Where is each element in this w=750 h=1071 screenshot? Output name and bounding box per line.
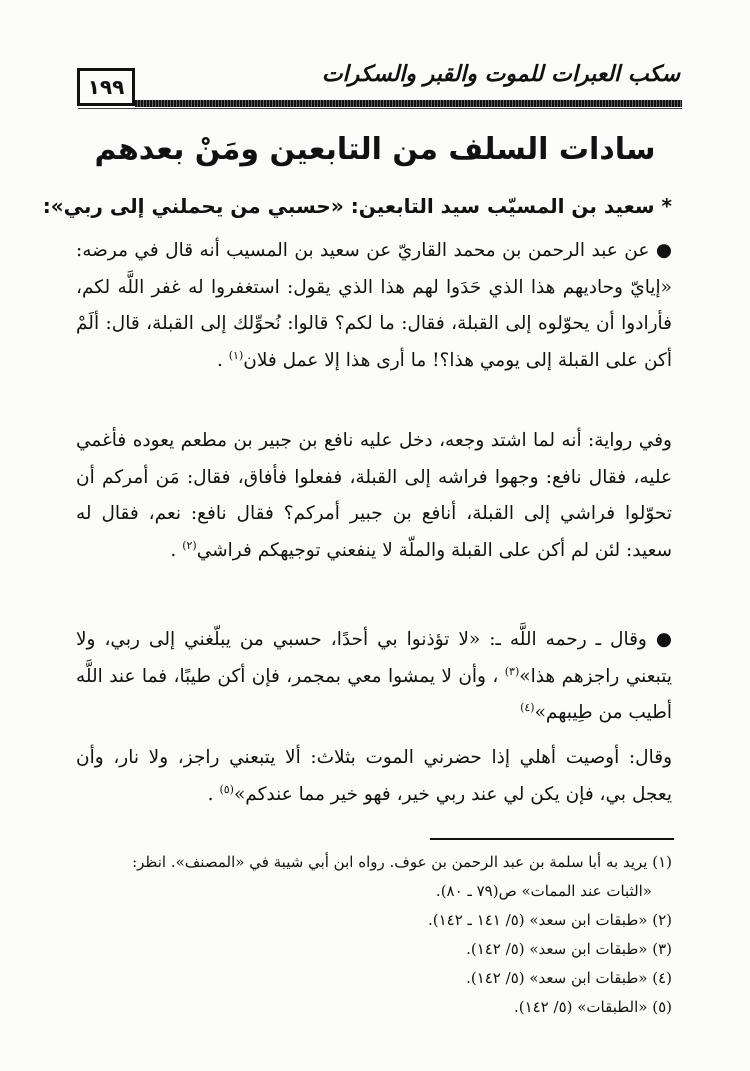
subsection-heading: * سعيد بن المسيّب سيد التابعين: «حسبي من يحملني إلى ربي»: <box>42 194 672 218</box>
end-dot: . <box>207 783 214 805</box>
running-header-title: سكب العبرات للموت والقبر والسكرات <box>321 62 680 87</box>
footnote-item: (٢) «طبقات ابن سعد» (٥/ ١٤١ ـ ١٤٢). <box>427 911 672 929</box>
paragraph-text-continued: ، وأن لا يمشوا معي بمجمر، فإن أكن طيبًا، فما عند اللَّه أطيب من طِيبهم» <box>76 665 672 723</box>
footnote-ref: (٤) <box>520 700 535 714</box>
footnote-item: (٤) «طبقات ابن سعد» (٥/ ١٤٢). <box>466 969 672 987</box>
paragraph <box>76 233 672 379</box>
page-number: ١٩٩ <box>87 75 125 99</box>
footnote-ref: (٢) <box>182 538 197 552</box>
footnote-ref: (٥) <box>219 782 234 796</box>
paragraph <box>76 622 672 732</box>
paragraph-text: وقال: أوصيت أهلي إذا حضرني الموت بثلاث: ألا يتبعني راجز، ولا نار، وأن يعجل بي، فإن يكن لي عند ربي خير، فهو خير مما عندكم» <box>76 747 672 805</box>
paragraph-text: ● عن عبد الرحمن بن محمد القاريّ عن سعيد بن المسيب أنه قال في مرضه: «إيايّ وحاديهم هذا الذي حَدَوا لهم هذا الذي يقول: استغفروا له غفر اللَّه لكم، فأرادوا أن يحوّلوه إلى القبلة، فقال: ما لكم؟ قالوا: نُحوِّلك إلى القبلة، قال: ألَمْ أكن على القبلة إلى يومي هذا؟! ما أرى هذا إلا عمل فلان <box>76 240 672 371</box>
footnote-item: (١) يريد به أبا سلمة بن عبد الرحمن بن عوف. رواه ابن أبي شيبة في «المصنف». انظر: <box>132 853 672 871</box>
footnote-item: (٥) «الطبقات» (٥/ ١٤٢). <box>513 998 672 1016</box>
paragraph-text: وفي رواية: أنه لما اشتد وجعه، دخل عليه نافع بن جبير بن مطعم يعوده فأغمي عليه، فقال نافع: وجهوا فراشه إلى القبلة، ففعلوا فأفاق، فقال: مَن أمركم أن تحوّلوا فراشي إلى القبلة، أنافع بن جبير أمركم؟ فقال نافع: نعم، فقال له سعيد: لئن لم أكن على القبلة والملّة لا ينفعني توجيهكم فراشي <box>76 430 672 561</box>
footnote-item: (٣) «طبقات ابن سعد» (٥/ ١٤٢). <box>466 940 672 958</box>
footnote-ref: (٣) <box>504 664 520 678</box>
header-rule-thin <box>78 108 682 109</box>
page-number-box <box>77 68 135 106</box>
header-rule <box>135 100 682 107</box>
footnote-ref: (١) <box>228 348 244 362</box>
footnote-item-continued: «الثبات عند الممات» ص(٧٩ ـ ٨٠). <box>435 882 652 900</box>
end-dot: . <box>170 539 177 561</box>
paragraph-text: ● وقال ـ رحمه اللَّه ـ: «لا تؤذنوا بي أحدًا، حسبي من يبلّغني إلى ربي، ولا يتبعني راجزهم هذا» <box>76 629 672 687</box>
footnotes <box>76 848 672 1022</box>
end-dot: . <box>216 349 223 371</box>
footnote-separator <box>430 838 674 840</box>
paragraph <box>76 423 672 569</box>
section-title: سادات السلف من التابعين ومَنْ بعدهم <box>94 132 656 167</box>
paragraph <box>76 740 672 813</box>
